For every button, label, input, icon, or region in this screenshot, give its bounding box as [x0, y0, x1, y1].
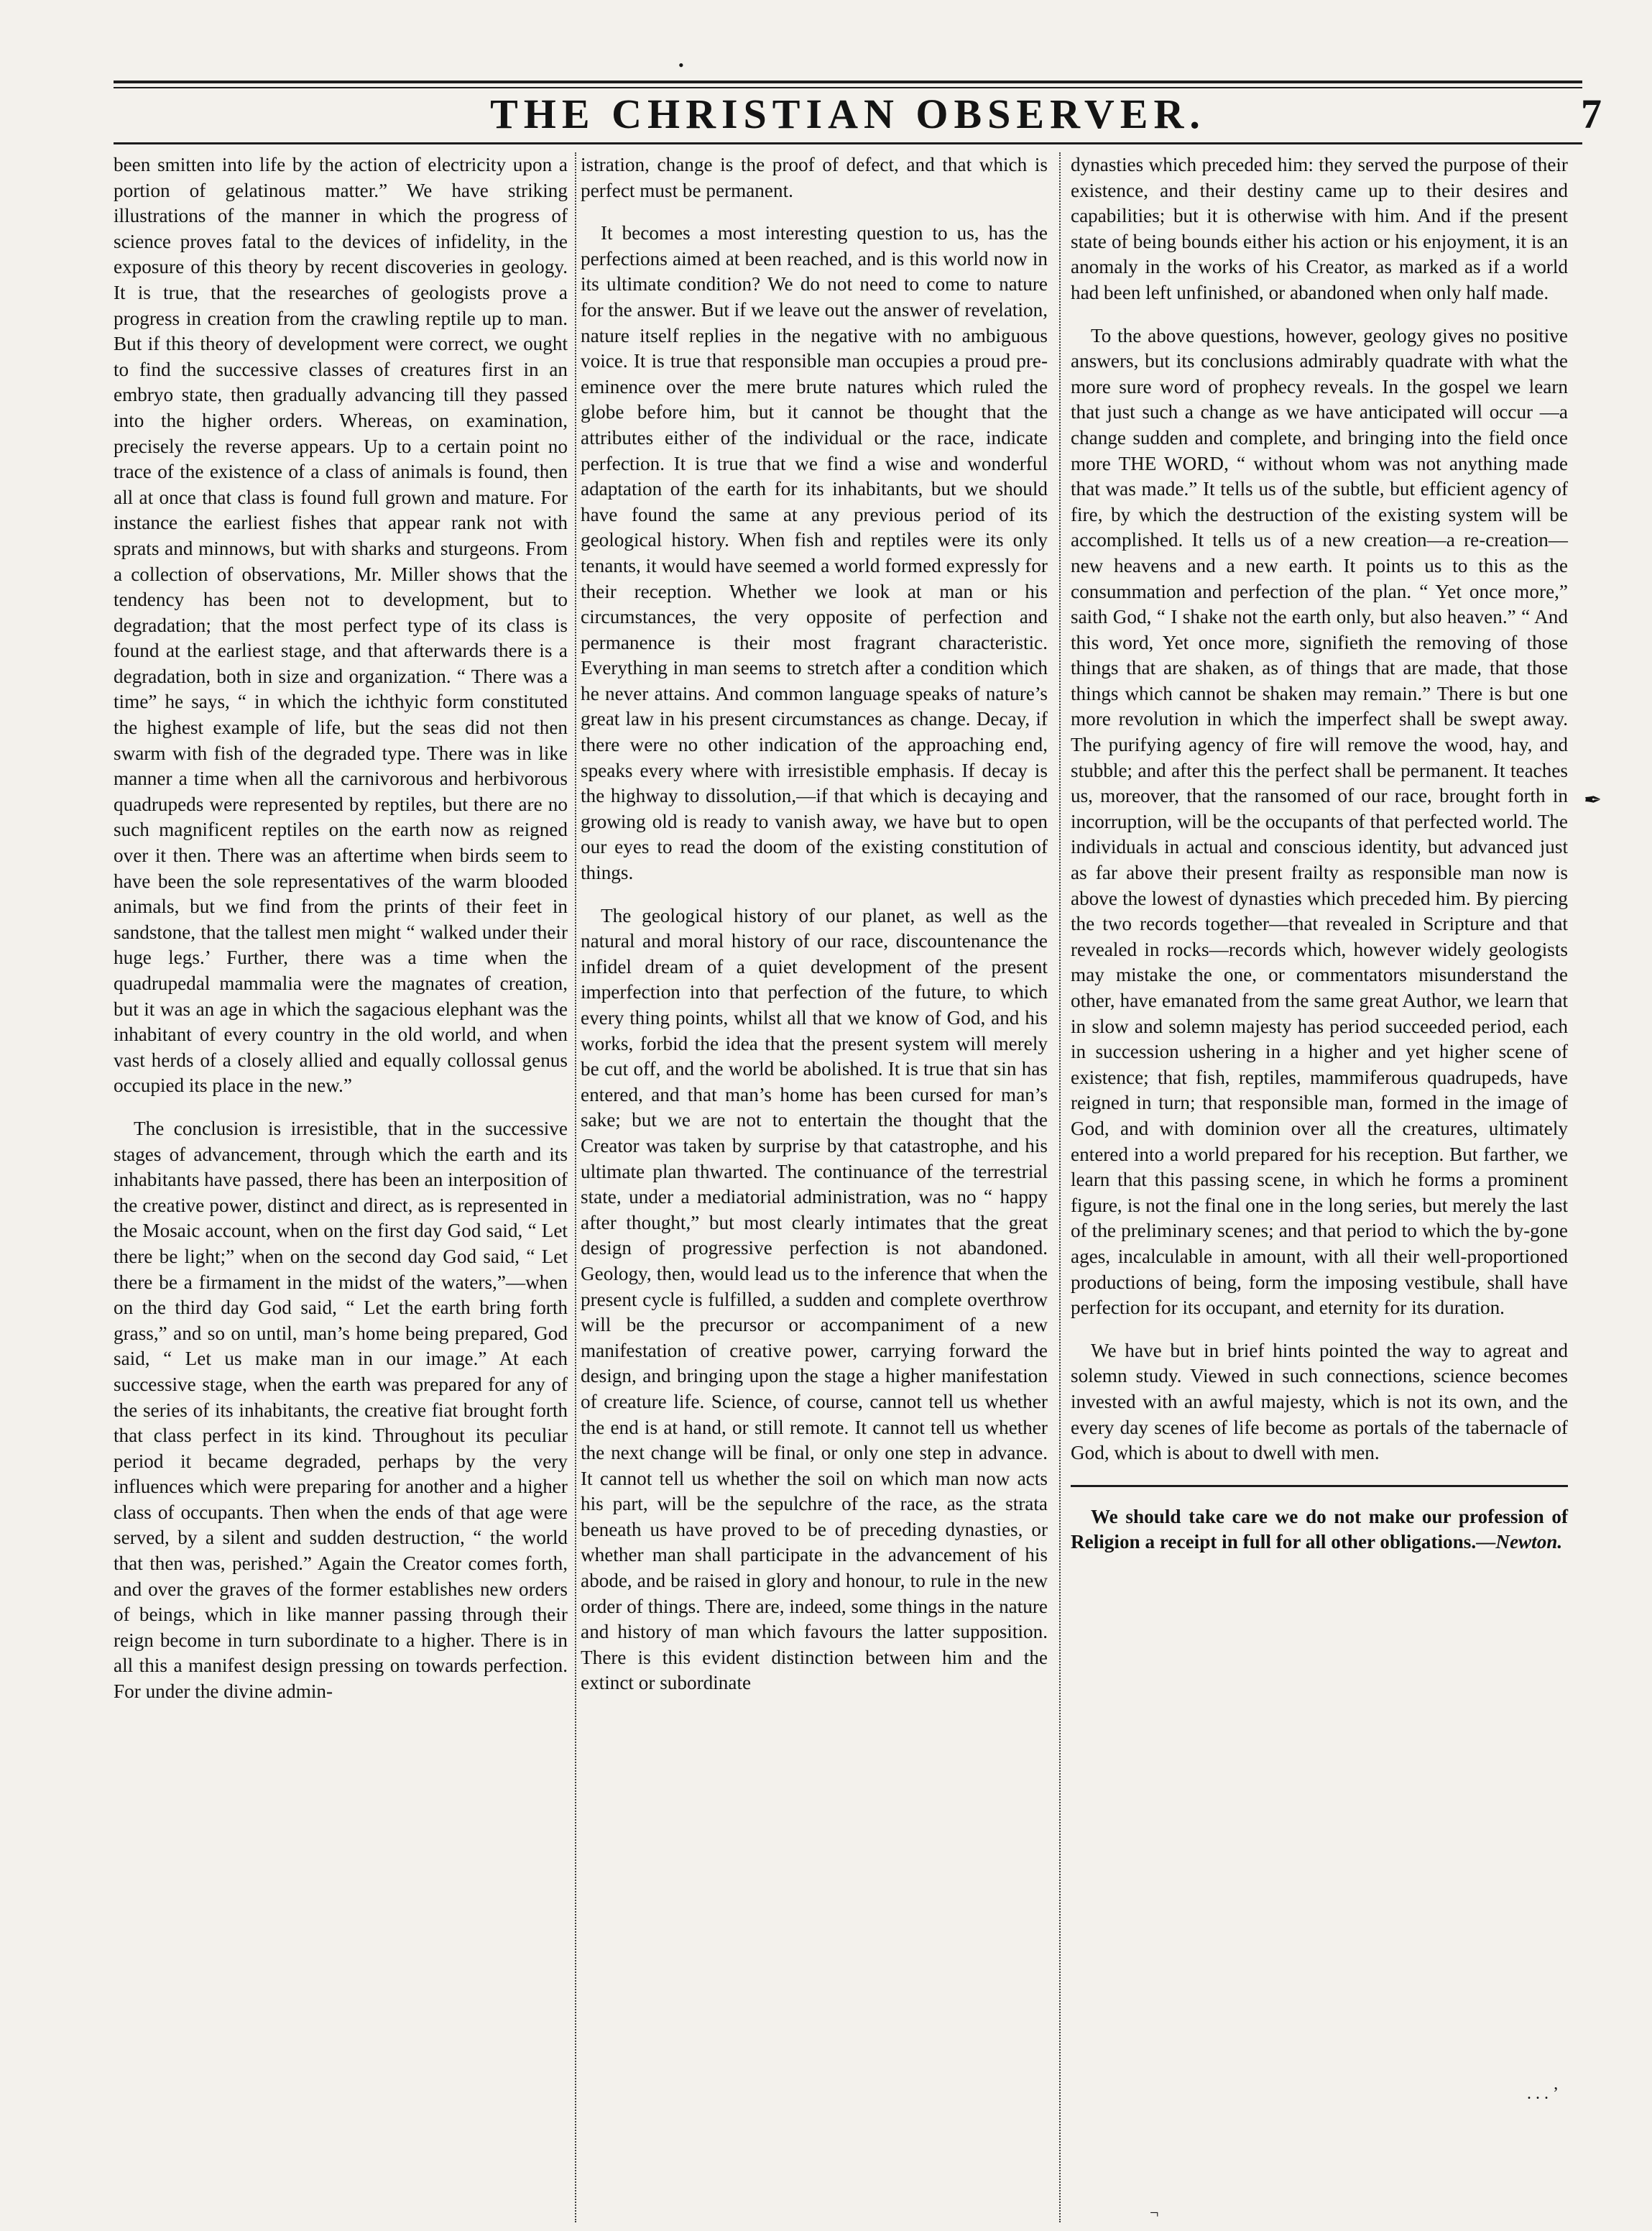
page-number: 7	[1581, 91, 1602, 137]
paragraph: It becomes a most interesting question to us, has the perfections aimed at been reached, and is this world now in its ultimate condition? We do not need to come to nature for the answer. But if we leave out the answer of revelation, nature itself replies in the negative with no ambiguous voice. It is true that responsible man occupies a proud pre-eminence over the mere brute natures which ruled the globe before him, but it cannot be thought that the attributes either of the individual or the race, indicate perfection. It is true that we find a wise and wonderful adaptation of the earth for its inhabitants, but we should have found the same at any previous period of its geological history. When fish and reptiles were its only tenants, it would have seemed a world formed expressly for their reception. Whether we look at man or his circumstances, the very opposite of perfection and permanence is their most fragrant characteristic. Everything in man seems to stretch after a condition which he never attains. And common language speaks of nature’s great law in his present circumstances as change. Decay, if there were no other indication of the approaching end, speaks every where with irresistible emphasis. If decay is the highway to dissolution,—if that which is decaying and growing old is ready to vanish away, we have but to open our eyes to read the doom of the existing constitution of things.	[581, 222, 1048, 884]
printer-mark: •	[678, 56, 684, 74]
article-column-3	[1071, 152, 1568, 1555]
paragraph: been smitten into life by the action of electricity upon a portion of gelatinous matter.” We have striking illustrations of the manner in which the progress of science proves fatal to the devices of infidelity, in the exposure of this theory by recent discoveries in geology. It is true, that the researches of geologists prove a progress in creation from the crawling reptile up to man. But if this theory of development were correct, we ought to find the successive classes of creatures first in an embryo state, then gradually advancing till they passed into the higher orders. Whereas, on examination, precisely the reverse appears. Up to a certain point no trace of the existence of a class of animals is found, then all at once that class is found full grown and mature. For instance the earliest fishes that appear rank not with sprats and minnows, but with sharks and sturgeons. From a collection of observations, Mr. Miller shows that the tendency has been not to development, but to degradation; that the most perfect type of its class is found at the earliest stage, and that afterwards there is a degradation, both in size and organization. “ There was a time” he says, “ in which the ichthyic form constituted the highest example of life, but the seas did not then swarm with fish of the degraded type. There was in like manner a time when all the carnivorous and herbivorous quadrupeds were represented by reptiles, but there are no such magnificent reptiles on the earth now as reigned over it then. There was an aftertime when birds seem to have been the sole representatives of the warm blooded animals, but we find from the prints of their feet in sandstone, that the tallest men might “ walked under their huge legs.’ Further, there was a time when the quadrupedal mammalia were the magnates of creation, but it was an age in which the sagacious elephant was the inhabitant of every country in the old world, and when vast herds of a closely allied and equally collossal genus occupied its place in the new.”	[114, 154, 568, 1097]
paragraph: We have but in brief hints pointed the way to agreat and solemn study. Viewed in such connections, science becomes invested with an awful majesty, which is not its own, and the every day scenes of life become as portals of the tabernacle of God, which is about to dwell with men.	[1071, 1339, 1568, 1464]
closing-quote	[1071, 1504, 1568, 1555]
paragraph: dynasties which preceded him: they served the purpose of their existence, and their destiny came up to their desires and capabilities; but it is otherwise with him. And if the present state of being bounds either his action or his enjoyment, it is an anomaly in the works of his Creator, as marked as if a world had been left unfinished, or abandoned when only half made.	[1071, 154, 1568, 303]
paragraph: The geological history of our planet, as well as the natural and moral history of our race, discountenance the infidel dream of a quiet development of the present imperfection into that perfection of the future, to which every thing points, whilst all that we know of God, and his works, forbid the idea that the present system will merely be cut off, and the world be abolished. It is true that sin has entered, and that man’s home has been cursed for man’s sake; but we are not to entertain the thought that the Creator was taken by surprise by that catastrophe, and his ultimate plan thwarted. The continuance of the terrestrial state, under a mediatorial administration, was no “ happy after thought,” but most clearly intimates that the great design of progressive perfection is not abandoned. Geology, then, would lead us to the inference that when the present cycle is fulfilled, a sudden and complete overthrow will be the precursor or accompaniment of a new manifestation of creative power, carrying forward the design, and bringing upon the stage a higher manifestation of creature life. Science, of course, cannot tell us whether the end is at hand, or still remote. It cannot tell us whether the next change will be final, or only one step in advance. It cannot tell us whether the soil on which man now acts his part, will be the sepulchre of the race, as the strata beneath us have proved to be of preceding dynasties, or whether man shall participate in the advancement of his abode, and be raised in glory and honour, to rule in the new order of things. There are, indeed, some things in the nature and history of man which favours the latter supposition. There is this evident distinction between him and the extinct or subordinate	[581, 904, 1048, 1694]
page-title: THE CHRISTIAN OBSERVER.	[490, 91, 1206, 137]
column-divider	[1059, 152, 1061, 2222]
masthead-rule	[114, 142, 1582, 144]
article-column-1	[114, 152, 568, 1705]
header-rule-thin	[114, 87, 1582, 88]
quote-text: We should take care we do not make our profession of Religion a receipt in full for all other obligations.—	[1071, 1505, 1568, 1553]
paragraph: To the above questions, however, geology gives no positive answers, but its conclusions admirably quadrate with what the more sure word of prophecy reveals. In the gospel we learn that just such a change as we have anticipated will occur —a change sudden and complete, and bringing into the field once more THE WORD, “ without whom was not anything made that was made.” It tells us of the subtle, but efficient agency of fire, by which the destruction of the existing system will be accomplished. It tells us of a new creation—a re-creation—new heavens and a new earth. It points us to this as the consummation and perfection of the plan. “ Yet once more,” saith God, “ I shake not the earth only, but also heaven.” “ And this word, Yet once more, signifieth the removing of those things that are shaken, as of things that are made, that those things which cannot be shaken may remain.” There is but one more revolution in which the imperfect shall be swept away. The purifying agency of fire will remove the wood, hay, and stubble; and after this the perfect shall be permanent. It teaches us, moreover, that the ransomed of our race, brought forth in incorruption, will be the occupants of that perfected world. The individuals in actual and conscious identity, but advanced just as far above their present frailty as responsible man now is above the lowest of dynasties which preceded him. By piercing the two records together—that revealed in Scripture and that revealed in rocks—records which, however widely geologists may mistake the one, or commentators misunderstand the other, have emanated from the same great Author, we learn that in slow and solemn majesty has period succeeded period, each in succession ushering in a higher and yet higher scene of existence; that fish, reptiles, mammiferous quadrupeds, have reigned in turn; that responsible man, formed in the image of God, and with dominion over all the creatures, ultimately entered into a world prepared for his reception. But farther, we learn that this passing scene, in which he forms a prominent figure, is not the final one in the long series, but merely the last of the preliminary scenes; and that period to which the by-gone ages, incalculable in amount, with all their well-proportioned productions of being, form the imposing vestibule, shall have perfection for its occupant, and eternity for its duration.	[1071, 324, 1568, 1319]
ornament-dots: . . . ’	[1527, 2084, 1559, 2103]
quote-author: Newton.	[1495, 1531, 1563, 1553]
paragraph: The conclusion is irresistible, that in the successive stages of advancement, through which the earth and its inhabitants have passed, there has been an interposition of the creative power, distinct and direct, as is represented in the Mosaic account, when on the first day God said, “ Let there be light;” when on the second day God said, “ Let there be a firmament in the midst of the waters,”—when on the third day God said, “ Let the earth bring forth grass,” and so on until, man’s home being prepared, God said, “ Let us make man in our image.” At each successive stage, when the earth was prepared for any of the series of its inhabitants, the creative fiat brought forth that class perfect in its kind. Throughout its peculiar period it became degraded, perhaps by the very influences which were preparing for another and a higher class of occupants. Then when the ends of that age were served, by a silent and sudden destruction, “ the world that then was, perished.” Again the Creator comes forth, and over the graves of the former establishes new orders of beings, which in like manner passing through their reign become in turn subordinate to a higher. There is in all this a manifest design pressing on towards perfection. For under the divine admin-	[114, 1117, 568, 1703]
printer-mark: ¬	[1150, 2204, 1159, 2222]
paragraph: istration, change is the proof of defect, and that which is perfect must be permanent.	[581, 154, 1048, 201]
section-rule	[1071, 1485, 1568, 1487]
article-column-2	[581, 152, 1048, 1696]
margin-mark: ✒	[1584, 788, 1602, 812]
header-rule	[114, 80, 1582, 83]
column-divider	[575, 152, 576, 2222]
